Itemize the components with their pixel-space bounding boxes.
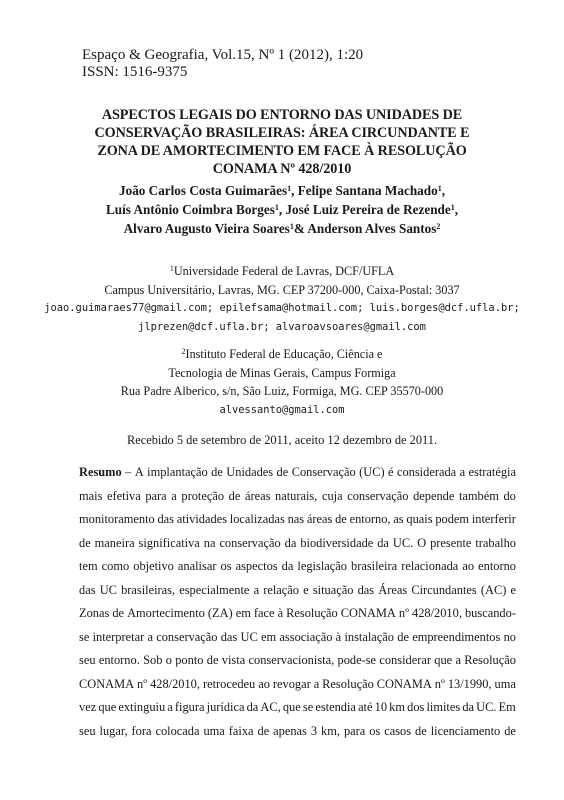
abstract-word: figura bbox=[174, 700, 205, 714]
abstract-word: considerada bbox=[396, 465, 457, 479]
abstract-word: face bbox=[253, 606, 275, 620]
abstract-word: estendia bbox=[315, 700, 356, 714]
abstract-word: da bbox=[246, 700, 259, 714]
author-name: Felipe Santana Machado bbox=[297, 183, 438, 198]
abstract-word: à bbox=[277, 606, 284, 620]
abstract-word: considerar bbox=[379, 653, 431, 667]
abstract-word: seu bbox=[79, 723, 96, 738]
abstract-word: proteção bbox=[181, 488, 225, 503]
journal-issn: ISSN: 1516-9375 bbox=[82, 64, 188, 80]
abstract-word: colocada bbox=[155, 723, 200, 738]
abstract-word: tem bbox=[79, 559, 98, 573]
abstract-word: seu bbox=[79, 653, 96, 667]
title-line: CONSERVAÇÃO BRASILEIRAS: ÁREA CIRCUNDANTE E bbox=[94, 125, 470, 141]
abstract-word: O bbox=[417, 535, 427, 550]
abstract-word: conservacionista, bbox=[248, 653, 335, 667]
abstract-word: de bbox=[79, 535, 91, 550]
abstract-word: 13/1990, bbox=[447, 676, 492, 691]
author-separator: , bbox=[454, 202, 459, 217]
abstract-word: 428/2010, bbox=[412, 606, 462, 620]
author-name: Anderson Alves Santos bbox=[307, 221, 437, 236]
abstract-word: da bbox=[462, 700, 475, 714]
abstract-word: CONAMA bbox=[340, 606, 396, 620]
abstract-word: das bbox=[357, 582, 375, 597]
affiliation-mark: 1 bbox=[169, 264, 174, 273]
abstract-line bbox=[79, 626, 516, 650]
abstract-word: nas bbox=[287, 512, 305, 526]
affiliation-line bbox=[40, 262, 524, 281]
affiliation-1 bbox=[40, 262, 524, 336]
abstract-word: e bbox=[510, 582, 516, 597]
abstract-word: de bbox=[228, 488, 241, 503]
abstract-word: as bbox=[393, 512, 404, 526]
abstract-word: de bbox=[504, 723, 516, 738]
abstract-word: (UC) bbox=[359, 465, 385, 479]
author-affiliation-mark: 1 bbox=[287, 184, 292, 193]
abstract-word: cuja bbox=[321, 488, 343, 503]
abstract-line bbox=[79, 720, 516, 744]
abstract-word: em bbox=[235, 606, 251, 620]
abstract-word: 10 bbox=[374, 700, 388, 714]
abstract-word: empreendimentos bbox=[412, 629, 501, 644]
abstract-word: o bbox=[165, 653, 172, 667]
abstract-word: uma bbox=[203, 723, 225, 738]
author-separator: , bbox=[278, 202, 286, 217]
abstract-word: lugar, bbox=[99, 723, 128, 738]
abstract-word: Conservação bbox=[291, 465, 356, 479]
abstract-word: vista bbox=[221, 653, 246, 667]
abstract-word: brasileira bbox=[351, 559, 398, 573]
author-name: João Carlos Costa Guimarães bbox=[119, 183, 288, 198]
abstract-word: aspectos bbox=[235, 559, 278, 573]
abstract-word: das bbox=[220, 629, 238, 644]
abstract-word: casos bbox=[384, 723, 412, 738]
affiliation-line bbox=[40, 345, 524, 364]
abstract-line bbox=[79, 485, 516, 509]
abstract-word: também bbox=[458, 488, 499, 503]
abstract-word: A bbox=[134, 465, 144, 479]
abstract-word: legislação bbox=[297, 559, 347, 573]
abstract-word: presente bbox=[430, 535, 472, 550]
affiliation-mark: 2 bbox=[181, 347, 186, 356]
abstract-word: faixa bbox=[228, 723, 254, 738]
abstract-word: instalação bbox=[344, 629, 394, 644]
abstract-word: CONAMA bbox=[376, 676, 432, 691]
abstract-word: entorno. bbox=[98, 653, 140, 667]
abstract-word: ponto bbox=[175, 653, 204, 667]
affiliation-line: Campus Universitário, Lavras, MG. CEP 37200-000, Caixa-Postal: 3037 bbox=[104, 282, 460, 297]
abstract-word: biodiversidade bbox=[300, 535, 374, 550]
abstract-word: Sob bbox=[143, 653, 163, 667]
abstract-word: vez bbox=[79, 700, 97, 714]
abstract-word: pode-se bbox=[337, 653, 377, 667]
abstract-word: de bbox=[257, 723, 270, 738]
abstract-word: que bbox=[98, 700, 117, 714]
abstract-word: dos bbox=[407, 700, 425, 714]
abstract-word: localizadas bbox=[229, 512, 285, 526]
abstract-word: objetivo bbox=[133, 559, 174, 573]
abstract-label: Resumo bbox=[79, 465, 122, 479]
abstract-word: se bbox=[302, 700, 314, 714]
abstract-line bbox=[79, 579, 516, 603]
title-line: ASPECTOS LEGAIS DO ENTORNO DAS UNIDADES DE bbox=[101, 107, 463, 123]
abstract-word: revogar bbox=[272, 676, 311, 691]
abstract-word: maneira bbox=[94, 535, 135, 550]
abstract-word: UC bbox=[99, 582, 117, 597]
abstract-word: da bbox=[377, 535, 389, 550]
abstract-word: Zonas bbox=[79, 606, 110, 620]
abstract-word: fora bbox=[131, 723, 152, 738]
abstract-word: situação bbox=[312, 582, 354, 597]
affiliation-institution: Universidade Federal de Lavras, DCF/UFLA bbox=[173, 264, 395, 278]
author-affiliation-mark: 1 bbox=[274, 203, 279, 212]
abstract-word: a bbox=[313, 676, 320, 691]
abstract-word: estratégia bbox=[468, 465, 516, 479]
abstract-word: conservação bbox=[219, 535, 281, 550]
abstract-word: atividades bbox=[176, 512, 228, 526]
abstract-line bbox=[79, 508, 516, 532]
abstract-line bbox=[79, 696, 516, 720]
abstract-word: associação bbox=[279, 629, 333, 644]
author-affiliation-mark: 2 bbox=[436, 222, 441, 231]
abstract-word: – bbox=[125, 465, 132, 479]
author-line bbox=[60, 181, 504, 200]
abstract-word: nº bbox=[137, 676, 148, 691]
abstract-word: os bbox=[369, 723, 381, 738]
abstract-word: da bbox=[284, 535, 297, 550]
abstract-word: Unidades bbox=[226, 465, 274, 479]
abstract-word: retrocedeu bbox=[202, 676, 256, 691]
abstract-word: apenas bbox=[273, 723, 307, 738]
abstract-word: da bbox=[281, 559, 294, 573]
abstract-word: das bbox=[157, 512, 175, 526]
abstract-word: AC, bbox=[260, 700, 281, 714]
abstract-word: licenciamento bbox=[430, 723, 501, 738]
abstract-word: relação bbox=[263, 582, 299, 597]
abstract-word: de bbox=[211, 465, 223, 479]
abstract-word: os bbox=[220, 559, 232, 573]
abstract-word: Em bbox=[498, 700, 516, 714]
abstract-word: nº bbox=[398, 606, 409, 620]
abstract-word: a bbox=[455, 653, 461, 667]
journal-citation: Espaço & Geografia, Vol.15, Nº 1 (2012), 1:20 bbox=[82, 47, 364, 63]
author-separator: , bbox=[291, 183, 298, 198]
abstract-word: Circundantes bbox=[411, 582, 477, 597]
abstract-word: (AC) bbox=[480, 582, 507, 597]
abstract-word: UC bbox=[240, 629, 258, 644]
author-affiliation-mark: 1 bbox=[289, 222, 294, 231]
affiliation-emails: joao.guimaraes77@gmail.com; epilefsama@hotmail.com; luis.borges@dcf.ufla.br; bbox=[44, 302, 520, 314]
author-line bbox=[60, 200, 504, 219]
abstract-word: mais bbox=[79, 488, 103, 503]
journal-header bbox=[82, 47, 363, 81]
abstract-word: se bbox=[79, 629, 90, 644]
abstract-word: conservação bbox=[156, 629, 218, 644]
abstract-word: 3 bbox=[310, 723, 318, 738]
abstract-word: trabalho bbox=[475, 535, 516, 550]
abstract-word: é bbox=[388, 465, 394, 479]
paper-title bbox=[60, 106, 504, 178]
abstract-line bbox=[79, 649, 516, 673]
author-name: Luís Antônio Coimbra Borges bbox=[105, 202, 275, 217]
abstract-word: de bbox=[397, 629, 409, 644]
abstract-word: km, bbox=[321, 723, 340, 738]
affiliation-institution: Instituto Federal de Educação, Ciência e bbox=[185, 347, 383, 361]
abstract-word: e bbox=[303, 582, 309, 597]
abstract-word: a bbox=[459, 465, 466, 479]
abstract-word: Resolução bbox=[286, 606, 338, 620]
abstract-word: de bbox=[415, 723, 427, 738]
abstract-line bbox=[79, 555, 516, 579]
abstract-word: depende bbox=[413, 488, 455, 503]
abstract-word: para bbox=[145, 488, 167, 503]
abstract-word: ao bbox=[462, 559, 475, 573]
abstract-word: UC. bbox=[392, 535, 414, 550]
abstract-word: CONAMA bbox=[79, 676, 135, 691]
abstract-word: a bbox=[253, 582, 260, 597]
abstract-word: a bbox=[147, 629, 153, 644]
abstract-word: entorno bbox=[478, 559, 516, 573]
abstract-word: interpretar bbox=[92, 629, 145, 644]
title-line: ZONA DE AMORTECIMENTO EM FACE À RESOLUÇÃO bbox=[97, 143, 467, 159]
abstract-word: relacionada bbox=[401, 559, 459, 573]
affiliation-line: Rua Padre Alberico, s/n, São Luiz, Formiga, MG. CEP 35570-000 bbox=[120, 384, 444, 398]
abstract-word: Resolução bbox=[464, 653, 516, 667]
abstract-word: extinguiu bbox=[118, 700, 166, 714]
abstract-word: interferir bbox=[471, 512, 516, 526]
abstract-word: que bbox=[434, 653, 453, 667]
abstract-word: como bbox=[101, 559, 130, 573]
received-dates: Recebido 5 de setembro de 2011, aceito 12 dezembro de 2011. bbox=[126, 433, 438, 447]
abstract-word: Áreas bbox=[378, 582, 408, 597]
abstract-word: a bbox=[171, 488, 177, 503]
abstract-word: limites bbox=[426, 700, 461, 714]
abstract-word: no bbox=[503, 629, 516, 644]
abstract-word: de bbox=[112, 606, 125, 620]
abstract-word: especialmente bbox=[179, 582, 250, 597]
abstract-word: quais bbox=[406, 512, 433, 526]
abstract-word: Amortecimento bbox=[127, 606, 205, 620]
abstract-word: a bbox=[167, 700, 173, 714]
abstract-word: conservação bbox=[347, 488, 409, 503]
abstract-word: brasileiras, bbox=[121, 582, 176, 597]
abstract-word: ao bbox=[258, 676, 270, 691]
abstract-line bbox=[79, 673, 516, 697]
affiliation-emails: alvessanto@gmail.com bbox=[219, 403, 345, 416]
abstract-word: Resolução bbox=[322, 676, 374, 691]
affiliation-2 bbox=[40, 345, 524, 419]
author-list bbox=[60, 181, 504, 238]
abstract-word: à bbox=[335, 629, 342, 644]
abstract-word: do bbox=[503, 488, 516, 503]
author-separator: , bbox=[441, 183, 445, 198]
abstract-word: uma bbox=[494, 676, 516, 691]
author-affiliation-mark: 1 bbox=[450, 203, 455, 212]
author-line bbox=[60, 219, 504, 238]
abstract-word: para bbox=[343, 723, 366, 738]
abstract-word: que bbox=[282, 700, 301, 714]
abstract-word: de bbox=[335, 512, 347, 526]
affiliation-line: Tecnologia de Minas Gerais, Campus Formiga bbox=[168, 365, 396, 380]
abstract-word: podem bbox=[435, 512, 470, 526]
abstract-word: em bbox=[261, 629, 277, 644]
abstract-word: de bbox=[206, 653, 219, 667]
abstract-word: nº bbox=[434, 676, 445, 691]
abstract-word: das bbox=[79, 582, 96, 597]
abstract-word: UC. bbox=[476, 700, 497, 714]
author-name: Alvaro Augusto Vieira Soares bbox=[123, 221, 290, 236]
abstract-word: buscando- bbox=[464, 606, 516, 620]
abstract-word: 428/2010, bbox=[150, 676, 200, 691]
author-separator: & bbox=[293, 221, 308, 236]
abstract-line bbox=[79, 461, 516, 485]
affiliation-emails: jlprezen@dcf.ufla.br; alvaroavsoares@gmail.com bbox=[138, 320, 426, 333]
title-line: CONAMA Nº 428/2010 bbox=[212, 161, 352, 177]
abstract-word: monitoramento bbox=[79, 512, 155, 526]
abstract-line bbox=[79, 602, 516, 626]
author-affiliation-mark: 1 bbox=[437, 184, 442, 193]
abstract-word: áreas bbox=[244, 488, 271, 503]
abstract-word: significativa bbox=[138, 535, 200, 550]
abstract-word: de bbox=[276, 465, 289, 479]
abstract-word: (ZA) bbox=[207, 606, 233, 620]
abstract-word: entorno, bbox=[349, 512, 391, 526]
abstract-word: naturais, bbox=[275, 488, 318, 503]
abstract bbox=[79, 461, 516, 743]
abstract-word: km bbox=[389, 700, 405, 714]
abstract-word: áreas bbox=[306, 512, 333, 526]
abstract-word: jurídica bbox=[206, 700, 245, 714]
abstract-word: efetiva bbox=[107, 488, 141, 503]
abstract-word: analisar bbox=[177, 559, 217, 573]
abstract-word: na bbox=[203, 535, 216, 550]
abstract-word: implantação bbox=[147, 465, 208, 479]
abstract-line bbox=[79, 532, 516, 556]
abstract-word: até bbox=[358, 700, 373, 714]
author-name: José Luiz Pereira de Rezende bbox=[285, 202, 451, 217]
